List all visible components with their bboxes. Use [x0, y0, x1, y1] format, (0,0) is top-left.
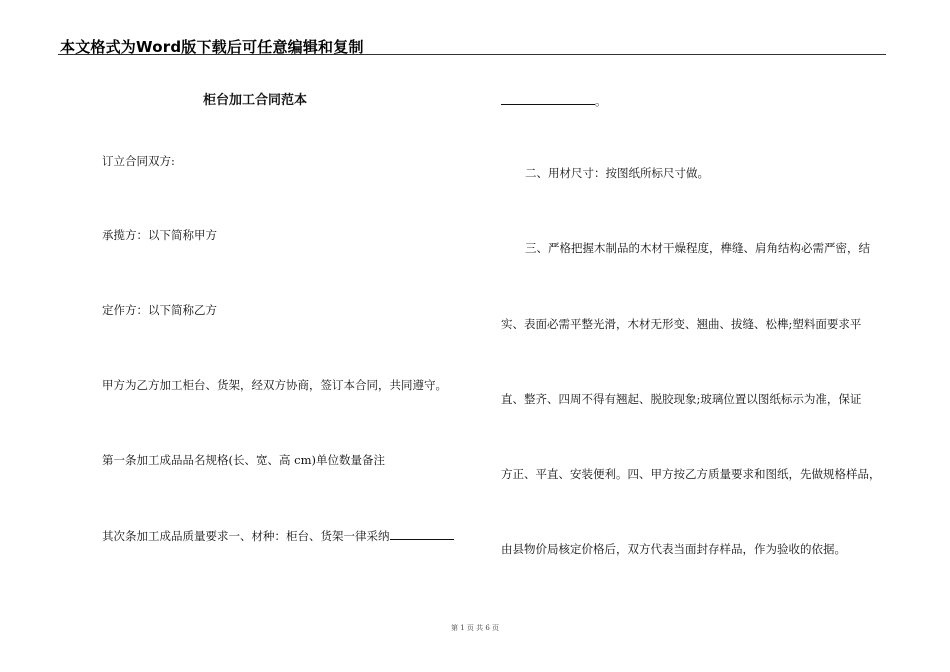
header-banner: 本文格式为Word版下载后可任意编辑和复制 — [60, 38, 364, 56]
article-two-text: 其次条加工成品质量要求一、材种：柜台、货架一律采纳 — [102, 529, 390, 543]
paragraph-agreement: 甲方为乙方加工柜台、货架，经双方协商，签订本合同，共同遵守。 — [102, 378, 447, 392]
paragraph-article-two — [102, 529, 454, 543]
paragraph-client: 定作方：以下简称乙方 — [102, 303, 217, 317]
paragraph-quality-1: 三、严格把握木制品的木材干燥程度，榫缝、肩角结构必需严密，结 — [525, 241, 870, 255]
material-blank-continued — [501, 94, 595, 105]
paragraph-article-one: 第一条加工成品品名规格(长、宽、高 cm)单位数量备注 — [102, 453, 385, 467]
paragraph-dimensions: 二、用材尺寸：按图纸所标尺寸做。 — [525, 166, 709, 180]
material-blank-line — [390, 529, 454, 540]
paragraph-contractor: 承揽方：以下简称甲方 — [102, 228, 217, 242]
paragraph-parties: 订立合同双方: — [102, 154, 175, 168]
paragraph-material-continued — [501, 94, 607, 108]
page-number-footer: 第 1 页 共 6 页 — [450, 624, 500, 632]
paragraph-quality-5: 由县物价局核定价格后，双方代表当面封存样品，作为验收的依据。 — [501, 542, 846, 556]
material-end-mark: 。 — [595, 94, 607, 108]
paragraph-quality-2: 实、表面必需平整光滑，木材无形变、翘曲、拔缝、松榫;塑料面要求平 — [501, 317, 862, 331]
paragraph-quality-3: 直、整齐、四周不得有翘起、脱胶现象;玻璃位置以图纸标示为准，保证 — [501, 392, 862, 406]
paragraph-quality-4: 方正、平直、安装便利。四、甲方按乙方质量要求和图纸，先做规格样品， — [501, 467, 881, 481]
document-title: 柜台加工合同范本 — [203, 93, 308, 108]
header-rule — [58, 54, 886, 55]
